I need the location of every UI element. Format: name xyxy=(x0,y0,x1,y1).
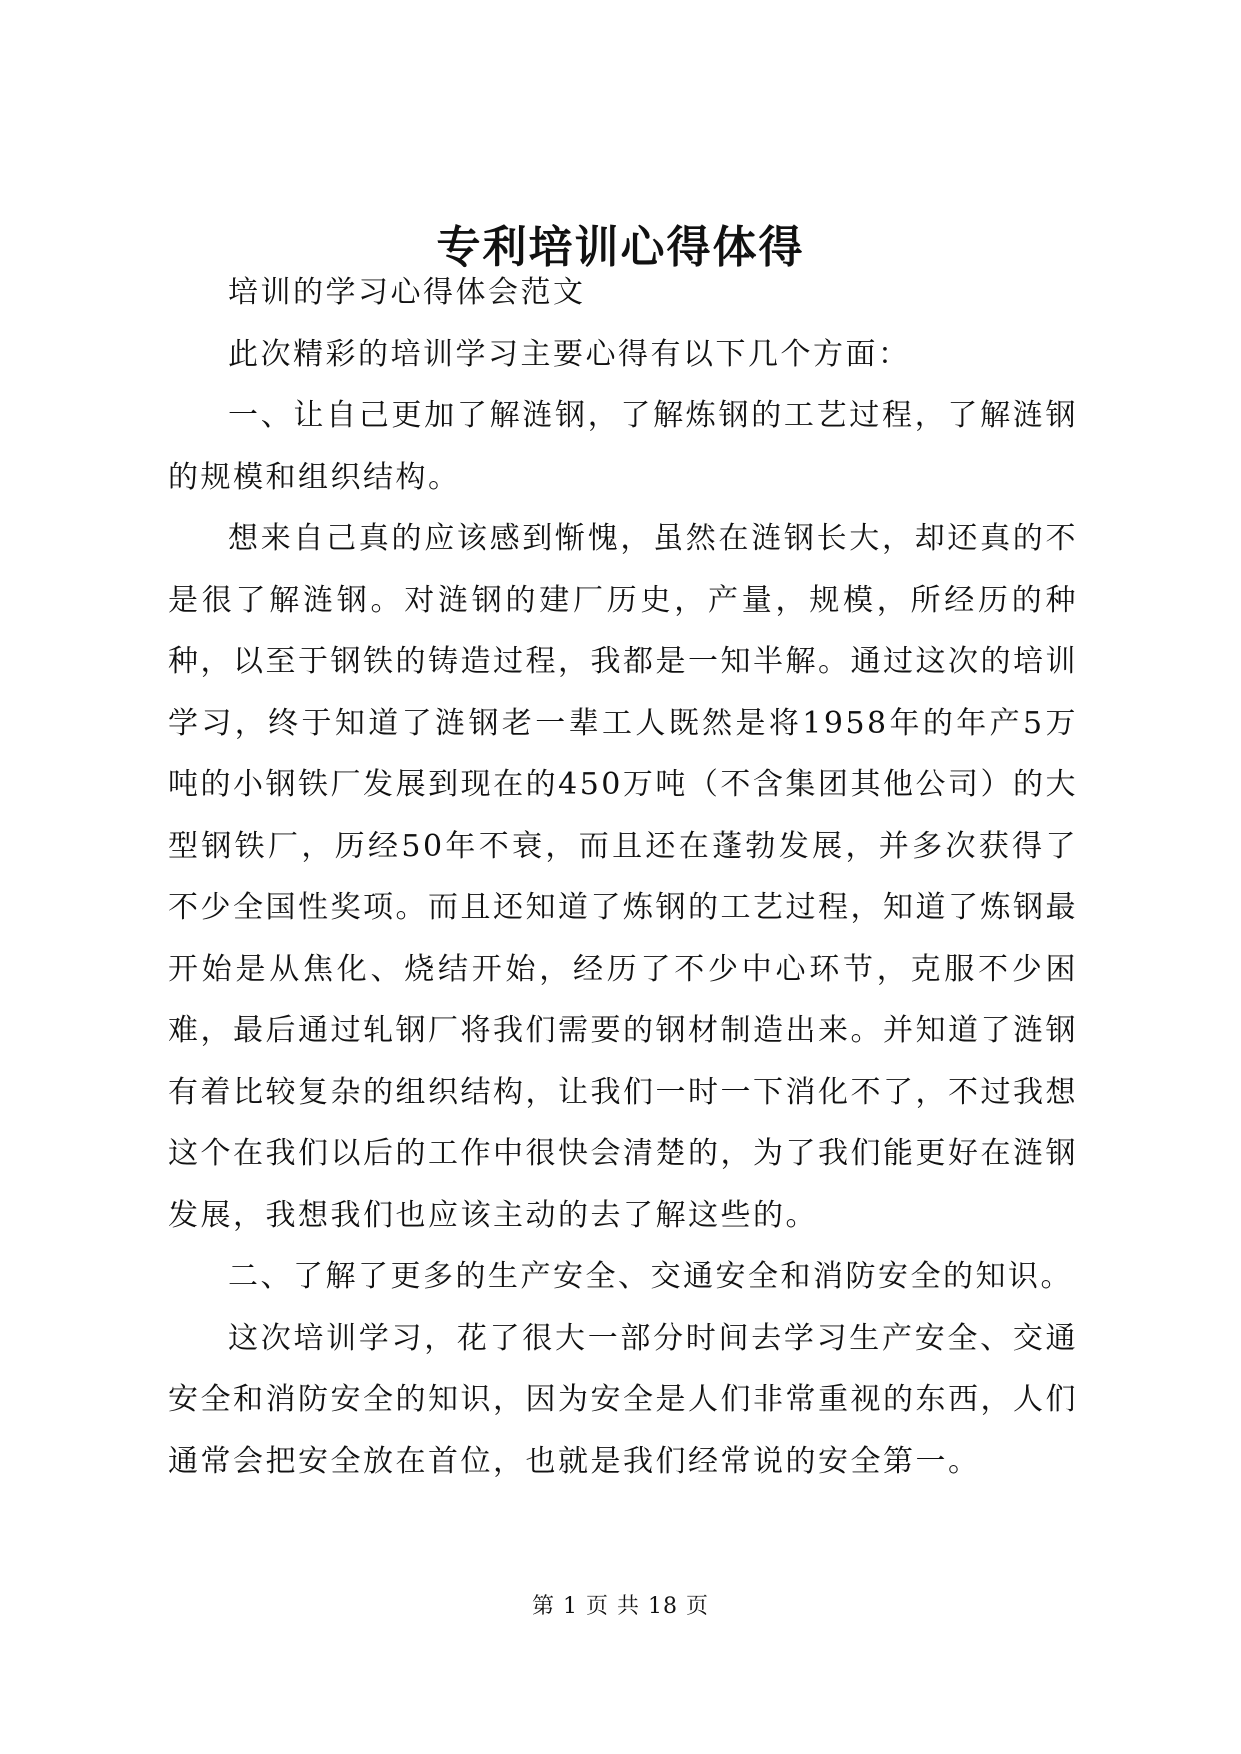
paragraph-intro: 此次精彩的培训学习主要心得有以下几个方面： xyxy=(228,336,911,372)
paragraph-point-one: 一、让自己更加了解涟钢，了解炼钢的工艺过程，了解涟钢的规模和组织结构。 xyxy=(168,398,1078,495)
paragraph-subtitle: 培训的学习心得体会范文 xyxy=(228,275,586,310)
paragraph-point-two: 二、了解了更多的生产安全、交通安全和消防安全的知识。 xyxy=(228,1259,1073,1294)
document-body xyxy=(168,262,1078,1492)
paragraph-safety: 这次培训学习，花了很大一部分时间去学习生产安全、交通安全和消防安全的知识，因为安全是人们非常重视的东西，人们通常会把安全放在首位，也就是我们经常说的安全第一。 xyxy=(168,1320,1078,1479)
paragraph-reflection: 想来自己真的应该感到惭愧，虽然在涟钢长大，却还真的不是很了解涟钢。对涟钢的建厂历史，产量，规模，所经历的种种，以至于钢铁的铸造过程，我都是一知半解。通过这次的培训学习，终于知道了涟钢老一辈工人既然是将1958年的年产5万吨的小钢铁厂发展到现在的450万吨（不含集团其他公司）的大型钢铁厂，历经50年不衰，而且还在蓬勃发展，并多次获得了不少全国性奖项。而且还知道了炼钢的工艺过程，知道了炼钢最开始是从焦化、烧结开始，经历了不少中心环节，克服不少困难，最后通过轧钢厂将我们需要的钢材制造出来。并知道了涟钢有着比较复杂的组织结构，让我们一时一下消化不了，不过我想这个在我们以后的工作中很快会清楚的，为了我们能更好在涟钢发展，我想我们也应该主动的去了解这些的。 xyxy=(168,521,1078,1233)
document-title: 专利培训心得体得 xyxy=(436,222,805,273)
page-footer: 第 1 页 共 18 页 xyxy=(532,1594,709,1619)
